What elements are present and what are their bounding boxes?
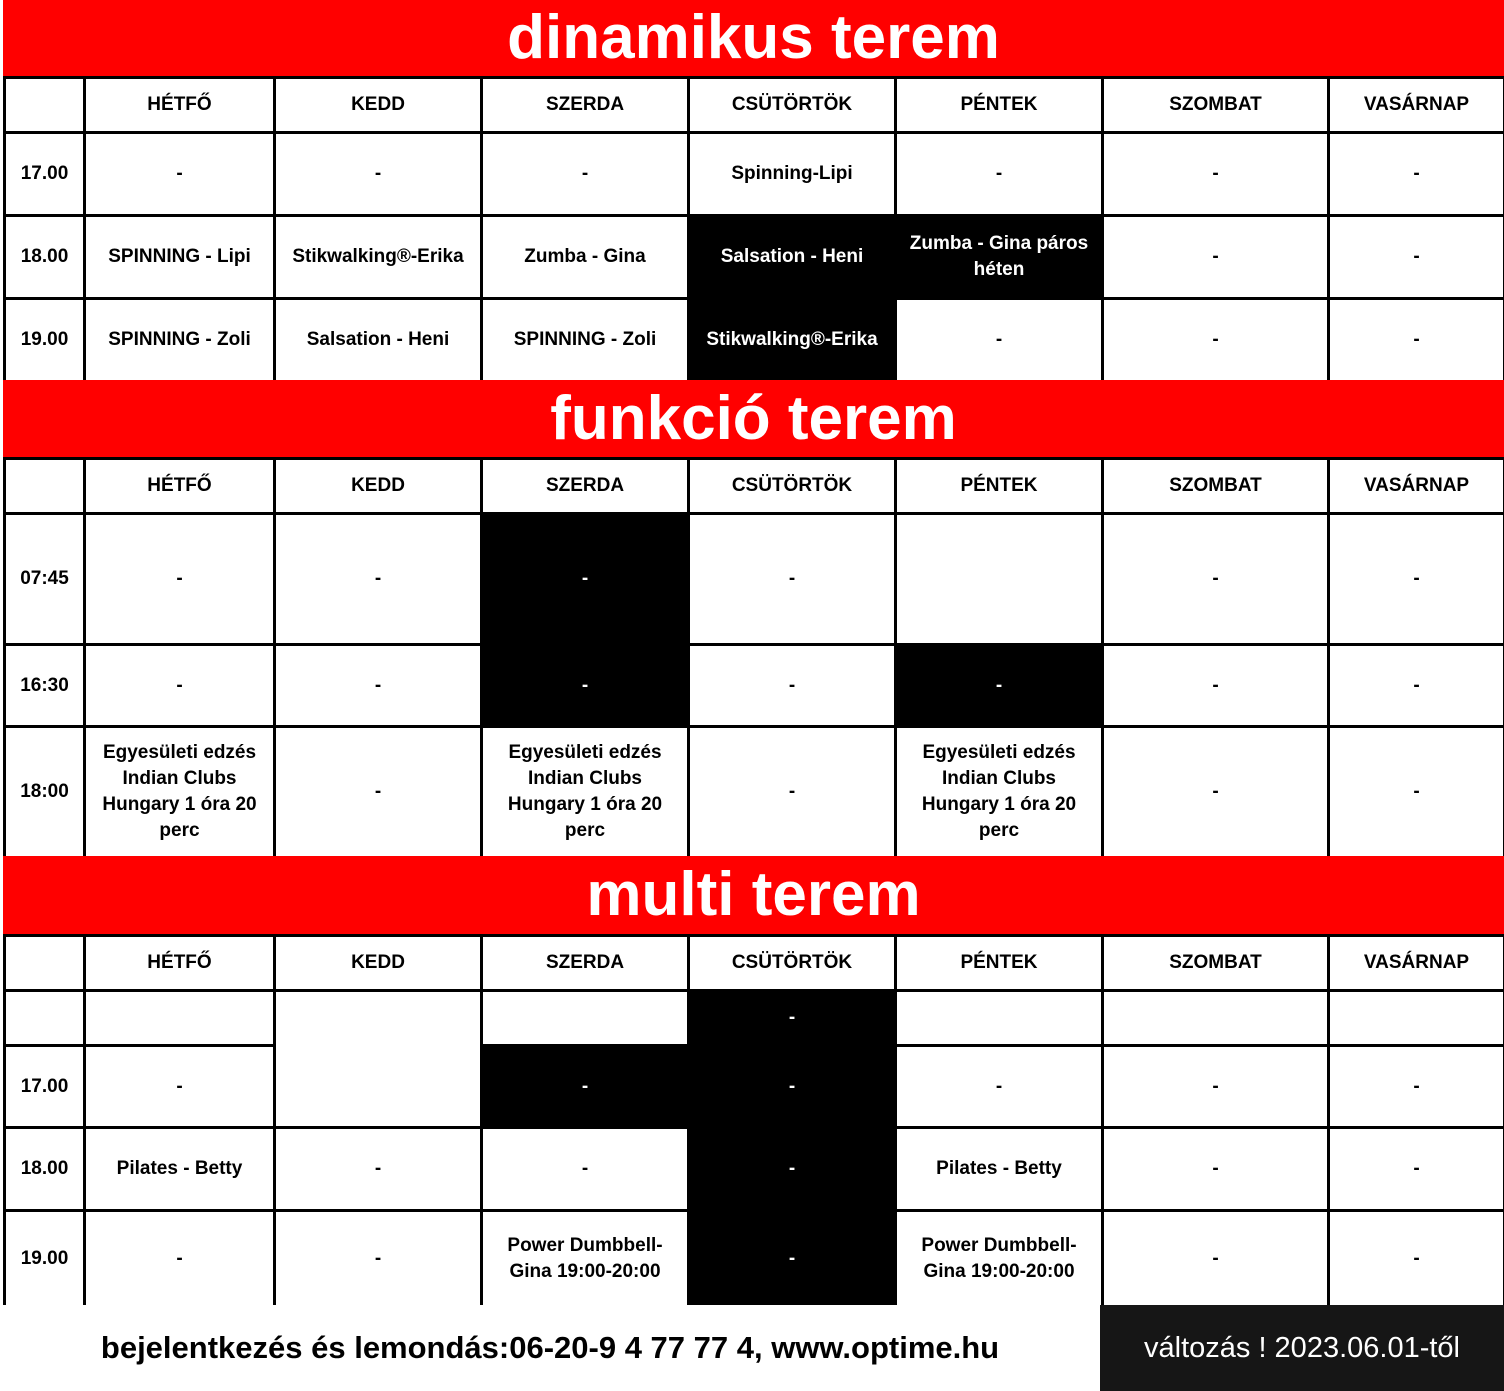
day-header: SZOMBAT: [1103, 78, 1329, 133]
time-cell: 19.00: [5, 299, 85, 382]
class-cell: -: [275, 133, 482, 216]
class-cell: -: [689, 1211, 896, 1307]
class-cell: Stikwalking®-Erika: [275, 216, 482, 299]
table-row: [5, 216, 1504, 299]
class-cell: -: [85, 514, 275, 645]
day-header: VASÁRNAP: [1329, 936, 1504, 991]
class-cell: -: [896, 299, 1103, 382]
class-cell: -: [896, 1046, 1103, 1128]
class-cell: -: [482, 1128, 689, 1211]
class-cell: [275, 991, 482, 1128]
day-header: HÉTFŐ: [85, 459, 275, 514]
time-cell: 19.00: [5, 1211, 85, 1307]
class-cell: [1329, 991, 1504, 1046]
class-cell: Stikwalking®-Erika: [689, 299, 896, 382]
day-header: KEDD: [275, 936, 482, 991]
class-cell: -: [1329, 645, 1504, 727]
class-cell: -: [1329, 299, 1504, 382]
class-cell: [896, 514, 1103, 645]
class-cell: -: [1103, 645, 1329, 727]
time-cell: 18.00: [5, 1128, 85, 1211]
day-header: HÉTFŐ: [85, 78, 275, 133]
class-cell: -: [896, 645, 1103, 727]
contact-info: bejelentkezés és lemondás:06-20-9 4 77 77 4, www.optime.hu: [0, 1305, 1100, 1391]
class-cell: SPINNING - Zoli: [482, 299, 689, 382]
class-cell: Egyesületi edzés Indian Clubs Hungary 1 óra 20 perc: [85, 727, 275, 858]
class-cell: SPINNING - Lipi: [85, 216, 275, 299]
time-cell: 17.00: [5, 1046, 85, 1128]
day-header: CSÜTÖRTÖK: [689, 459, 896, 514]
class-cell: -: [1103, 133, 1329, 216]
class-cell: -: [1329, 1128, 1504, 1211]
time-cell: 17.00: [5, 133, 85, 216]
class-cell: -: [689, 645, 896, 727]
class-cell: -: [275, 514, 482, 645]
day-header: CSÜTÖRTÖK: [689, 78, 896, 133]
class-cell: -: [482, 645, 689, 727]
day-header: PÉNTEK: [896, 78, 1103, 133]
table-row: [5, 299, 1504, 382]
class-cell: -: [1103, 1128, 1329, 1211]
table-row: [5, 645, 1504, 727]
class-cell: -: [275, 1211, 482, 1307]
class-cell: [482, 991, 689, 1046]
class-cell: Power Dumbbell-Gina 19:00-20:00: [482, 1211, 689, 1307]
table-row: [5, 1046, 1504, 1128]
time-cell: 07:45: [5, 514, 85, 645]
class-cell: Power Dumbbell-Gina 19:00-20:00: [896, 1211, 1103, 1307]
class-cell: [85, 991, 275, 1046]
funkcio-section-title: funkció terem: [3, 380, 1504, 457]
table-header-row: [5, 78, 1504, 133]
class-cell: -: [1103, 1046, 1329, 1128]
class-cell: Spinning-Lipi: [689, 133, 896, 216]
class-cell: -: [689, 514, 896, 645]
corner-cell: [5, 459, 85, 514]
class-cell: Pilates - Betty: [896, 1128, 1103, 1211]
class-cell: Zumba - Gina: [482, 216, 689, 299]
change-notice-badge: változás ! 2023.06.01-től: [1100, 1305, 1504, 1391]
class-cell: Zumba - Gina páros héten: [896, 216, 1103, 299]
class-cell: -: [689, 991, 896, 1046]
time-cell: 18.00: [5, 216, 85, 299]
class-cell: -: [896, 133, 1103, 216]
class-cell: -: [1103, 299, 1329, 382]
class-cell: -: [1329, 216, 1504, 299]
class-cell: -: [1103, 1211, 1329, 1307]
day-header: SZOMBAT: [1103, 459, 1329, 514]
class-cell: -: [689, 727, 896, 858]
class-cell: Salsation - Heni: [689, 216, 896, 299]
table-row: [5, 514, 1504, 645]
class-cell: -: [689, 1046, 896, 1128]
day-header: SZOMBAT: [1103, 936, 1329, 991]
day-header: PÉNTEK: [896, 936, 1103, 991]
time-cell: 18:00: [5, 727, 85, 858]
funkcio-schedule-table: [3, 457, 1504, 859]
dinamikus-section-title: dinamikus terem: [3, 0, 1504, 76]
corner-cell: [5, 936, 85, 991]
day-header: VASÁRNAP: [1329, 459, 1504, 514]
table-row: [5, 133, 1504, 216]
class-cell: -: [275, 727, 482, 858]
class-cell: -: [1329, 514, 1504, 645]
class-cell: -: [275, 1128, 482, 1211]
class-cell: Pilates - Betty: [85, 1128, 275, 1211]
class-cell: -: [1103, 514, 1329, 645]
class-cell: SPINNING - Zoli: [85, 299, 275, 382]
day-header: SZERDA: [482, 459, 689, 514]
time-cell: 16:30: [5, 645, 85, 727]
table-row: [5, 991, 1504, 1046]
day-header: KEDD: [275, 459, 482, 514]
class-cell: Salsation - Heni: [275, 299, 482, 382]
class-cell: -: [482, 1046, 689, 1128]
class-cell: -: [689, 1128, 896, 1211]
class-cell: -: [482, 514, 689, 645]
class-cell: -: [1329, 1046, 1504, 1128]
time-cell: [5, 991, 85, 1046]
table-row: [5, 727, 1504, 858]
day-header: HÉTFŐ: [85, 936, 275, 991]
day-header: KEDD: [275, 78, 482, 133]
corner-cell: [5, 78, 85, 133]
day-header: VASÁRNAP: [1329, 78, 1504, 133]
class-cell: -: [482, 133, 689, 216]
day-header: PÉNTEK: [896, 459, 1103, 514]
class-cell: -: [85, 133, 275, 216]
day-header: SZERDA: [482, 78, 689, 133]
class-cell: -: [85, 1046, 275, 1128]
class-cell: -: [1103, 727, 1329, 858]
table-row: [5, 1128, 1504, 1211]
class-cell: -: [85, 1211, 275, 1307]
class-cell: -: [275, 645, 482, 727]
multi-section-title: multi terem: [3, 856, 1504, 934]
multi-schedule-table: [3, 934, 1504, 1308]
class-cell: [896, 991, 1103, 1046]
table-header-row: [5, 936, 1504, 991]
day-header: CSÜTÖRTÖK: [689, 936, 896, 991]
class-cell: -: [1103, 216, 1329, 299]
class-cell: Egyesületi edzés Indian Clubs Hungary 1 óra 20 perc: [482, 727, 689, 858]
class-cell: -: [85, 645, 275, 727]
class-cell: -: [1329, 1211, 1504, 1307]
class-cell: -: [1329, 133, 1504, 216]
class-cell: [1103, 991, 1329, 1046]
table-row: [5, 1211, 1504, 1307]
class-cell: -: [1329, 727, 1504, 858]
table-header-row: [5, 459, 1504, 514]
class-cell: Egyesületi edzés Indian Clubs Hungary 1 óra 20 perc: [896, 727, 1103, 858]
day-header: SZERDA: [482, 936, 689, 991]
dinamikus-schedule-table: [3, 76, 1504, 383]
